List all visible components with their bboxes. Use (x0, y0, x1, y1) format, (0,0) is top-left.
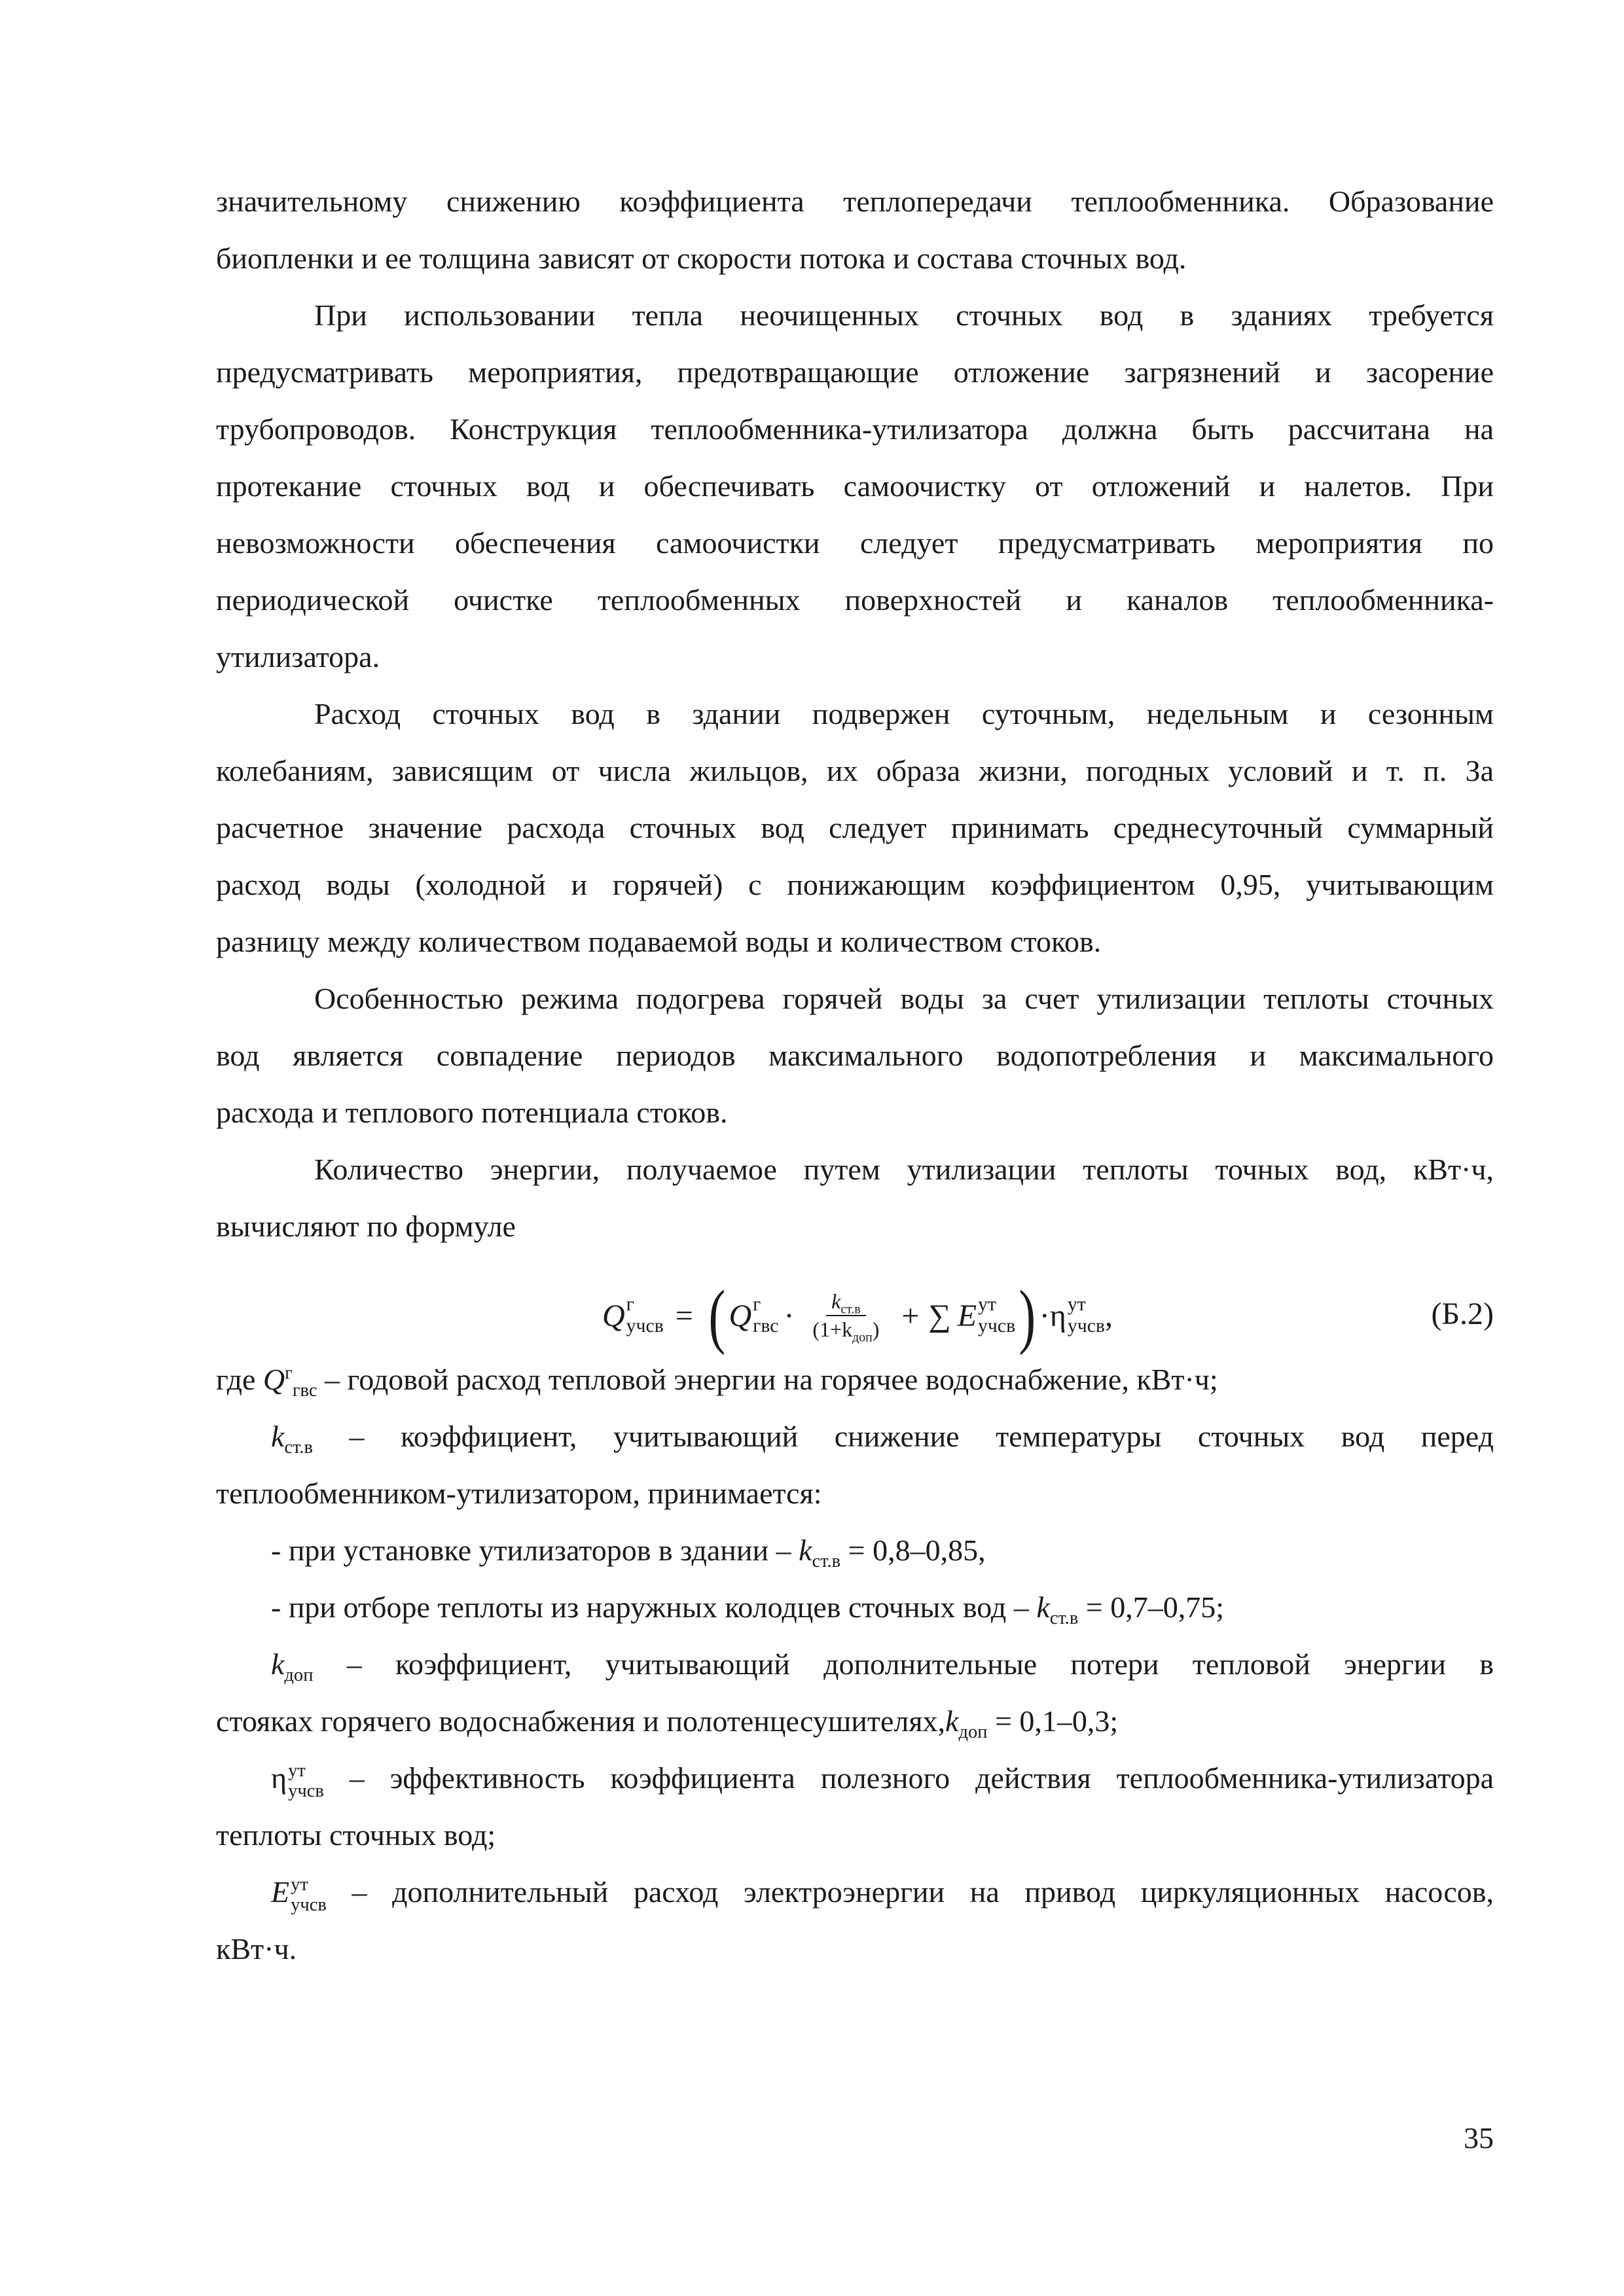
bullet-1-text: - при установке утилизаторов в здании – (271, 1534, 799, 1567)
def-e-text: – дополнительный расход электроэнергии на привод циркуляционных насосов, (326, 1875, 1494, 1909)
text-line: периодической очистке теплообменных поверхностей и каналов теплообменника- (216, 583, 1494, 617)
text-line: невозможности обеспечения самоочистки следует предусматривать мероприятия по (216, 526, 1494, 560)
formula-number: (Б.2) (1431, 1297, 1494, 1331)
page-number: 35 (1464, 2121, 1494, 2155)
def-kdop-text: – коэффициент, учитывающий дополнительные потери тепловой энергии в (313, 1647, 1494, 1681)
def-q-symbol: Q (262, 1363, 285, 1396)
def-kdop-text2: стояках горячего водоснабжения и полотенцесушителях, (216, 1704, 946, 1738)
formula-eta-sub: учсв (1067, 1315, 1105, 1336)
def-kdop-k-sub: доп (958, 1722, 988, 1743)
formula-paren-open: ( (708, 1276, 725, 1355)
formula-qgvs: Q (729, 1298, 752, 1333)
formula-e-scripts (978, 1294, 1015, 1336)
def-e-sub: учсв (291, 1895, 327, 1916)
text-line: Особенностью режима подогрева горячей воды за счет утилизации теплоты сточных (314, 982, 1494, 1015)
def-kdop-value: = 0,1–0,3; (987, 1704, 1119, 1738)
bullet-1-k-sub: ст.в (812, 1551, 841, 1572)
def-kdop (216, 1646, 1494, 1686)
bullet-2-k: k (1036, 1590, 1050, 1624)
text-line: При использовании тепла неочищенных сточных вод в зданиях требуется (314, 298, 1494, 332)
formula-dot2: · (1039, 1298, 1050, 1333)
def-e (216, 1874, 1494, 1916)
formula-e-sub: учсв (978, 1315, 1016, 1336)
formula-fraction (807, 1289, 884, 1345)
def-q-sub: гвс (292, 1380, 317, 1401)
text-line: утилизатора. (216, 640, 380, 673)
fraction-den-sub: доп (852, 1330, 873, 1345)
fraction-denominator (807, 1316, 884, 1345)
def-eta (216, 1760, 1494, 1802)
formula-e: E (957, 1298, 977, 1333)
text-line: расхода и теплового потенциала стоков. (216, 1096, 728, 1129)
formula-dot: · (784, 1298, 795, 1333)
text-line: вод является совпадение периодов максимального водопотребления и максимального (216, 1039, 1494, 1072)
formula-equals: = (675, 1298, 693, 1333)
def-eta-sub: учсв (288, 1781, 324, 1802)
def-kdop-sub: доп (284, 1665, 314, 1686)
text-line: значительному снижению коэффициента теплопередачи теплообменника. Образование (216, 185, 1494, 218)
formula-body (602, 1270, 1113, 1361)
def-eta-text: – эффективность коэффициента полезного действия теплообменника-утилизатора (323, 1761, 1494, 1795)
def-q-text: – годовой расход тепловой энергии на горячее водоснабжение, кВт·ч; (317, 1363, 1218, 1396)
def-k-symbol: k (271, 1420, 285, 1453)
def-kdop-line2 (216, 1703, 1494, 1743)
text-line: теплоты сточных вод; (216, 1818, 496, 1852)
formula-e-sup: ут (978, 1293, 996, 1316)
formula-q-scripts (626, 1294, 664, 1336)
bullet-1-value: = 0,8–0,85, (840, 1534, 986, 1567)
def-k-text: – коэффициент, учитывающий снижение температуры сточных вод перед (313, 1420, 1494, 1453)
text-line: расход воды (холодной и горячей) с понижающим коэффициентом 0,95, учитывающим (216, 868, 1494, 901)
def-kdop-symbol: k (271, 1647, 285, 1681)
formula-eta: η (1049, 1298, 1066, 1333)
bullet-2-value: = 0,7–0,75; (1078, 1590, 1225, 1624)
def-kdop-k: k (945, 1704, 959, 1738)
formula-paren-close: ) (1019, 1276, 1036, 1355)
formula-qgvs-scripts (753, 1294, 778, 1336)
bullet-2-k-sub: ст.в (1049, 1608, 1079, 1629)
def-e-symbol: E (271, 1875, 290, 1909)
formula-comma: , (1104, 1298, 1113, 1333)
def-eta-symbol: η (271, 1761, 287, 1795)
text-line: биопленки и ее толщина зависят от скорости потока и состава сточных вод. (216, 242, 1187, 275)
fraction-den: (1+k (812, 1318, 853, 1341)
bullet-1-k: k (799, 1534, 812, 1567)
formula-plus: + (901, 1298, 920, 1333)
text-line: предусматривать мероприятия, предотвращающие отложение загрязнений и засорение (216, 355, 1494, 389)
text-line: трубопроводов. Конструкция теплообменника-утилизатора должна быть рассчитана на (216, 412, 1494, 446)
text-line: Количество энергии, получаемое путем утилизации теплоты точных вод, кВт·ч, (314, 1153, 1494, 1186)
bullet-2 (216, 1589, 1494, 1629)
formula-eta-scripts (1068, 1294, 1105, 1336)
fraction-k-sub: ст.в (840, 1302, 861, 1317)
bullet-1 (216, 1532, 1494, 1572)
fraction-k: k (831, 1289, 841, 1313)
def-k (216, 1418, 1494, 1458)
def-q-sup: г (285, 1363, 293, 1384)
text-line: вычисляют по формуле (216, 1210, 516, 1243)
formula-qgvs-sup: г (753, 1293, 761, 1316)
formula-q-sub: учсв (626, 1315, 664, 1336)
formula-q-sup: г (626, 1293, 634, 1316)
def-eta-sup: ут (288, 1761, 306, 1782)
text-line: разницу между количеством подаваемой воды и количеством стоков. (216, 925, 1102, 958)
formula-eta-sup: ут (1067, 1293, 1086, 1316)
def-k-sub: ст.в (284, 1437, 313, 1458)
fraction-numerator (826, 1289, 866, 1316)
formula-q: Q (602, 1298, 625, 1333)
def-e-sup: ут (291, 1874, 308, 1895)
bullet-2-text: - при отборе теплоты из наружных колодцев сточных вод – (271, 1590, 1037, 1624)
formula-qgvs-sub: гвс (753, 1315, 779, 1336)
def-q (216, 1361, 1494, 1401)
text-line: протекание сточных вод и обеспечивать самоочистку от отложений и налетов. При (216, 469, 1494, 503)
formula-b2 (216, 1270, 1494, 1361)
formula-sum: ∑ (928, 1298, 951, 1333)
text-line: расчетное значение расхода сточных вод следует принимать среднесуточный суммарный (216, 811, 1494, 844)
fraction-den-close: ) (872, 1318, 880, 1341)
text-line: Расход сточных вод в здании подвержен суточным, недельным и сезонным (314, 697, 1494, 730)
def-e-scripts (291, 1874, 327, 1916)
text-line: колебаниям, зависящим от числа жильцов, их образа жизни, погодных условий и т. п. За (216, 754, 1494, 787)
def-eta-scripts (288, 1761, 324, 1802)
def-where: где (216, 1363, 256, 1396)
text-line: кВт·ч. (216, 1932, 297, 1965)
text-line: теплообменником-утилизатором, принимается: (216, 1477, 822, 1510)
